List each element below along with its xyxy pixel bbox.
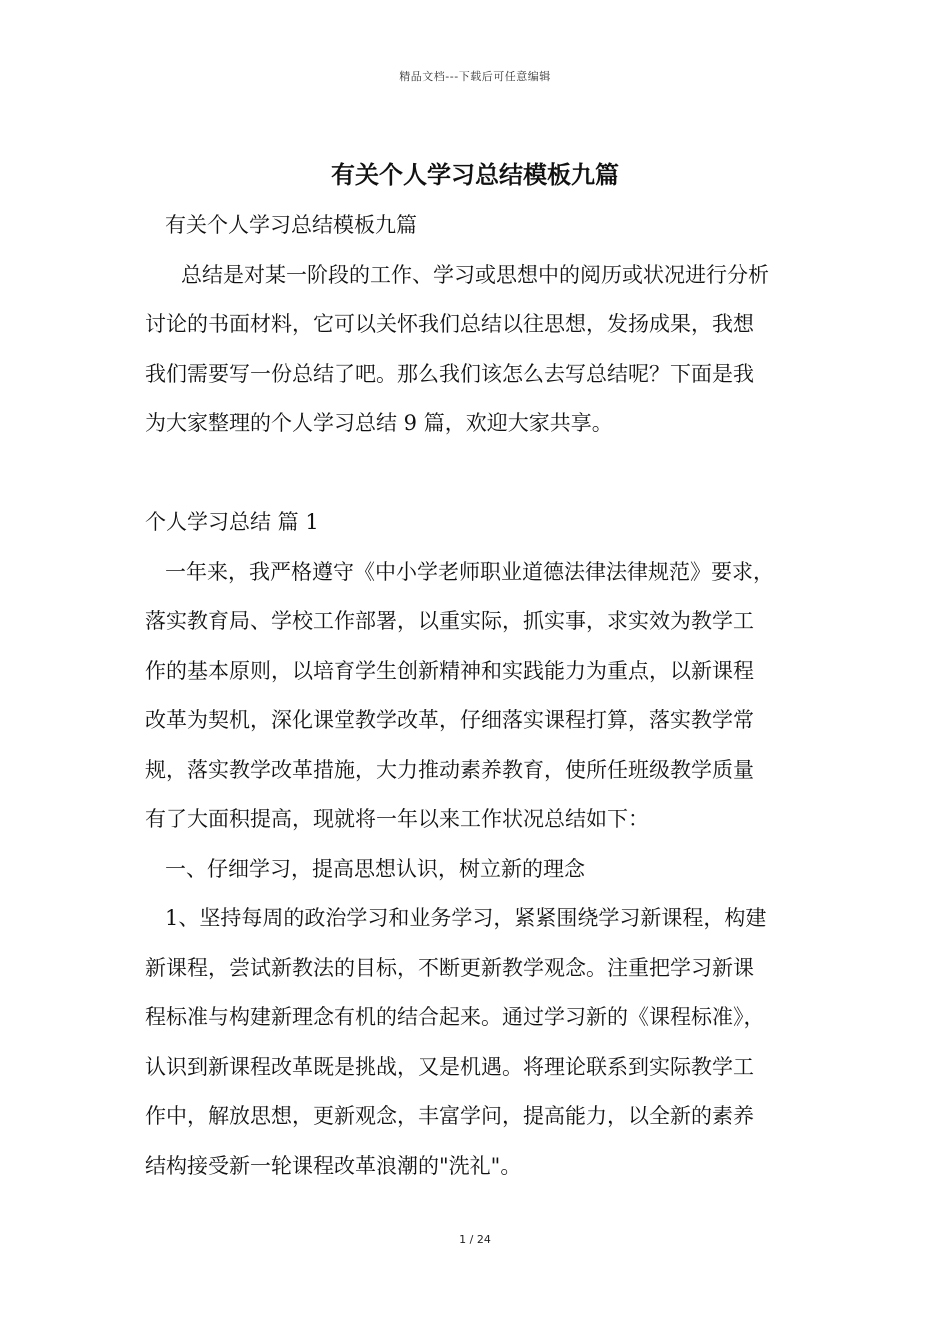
point-line: 1、坚持每周的政治学习和业务学习，紧紧围绕学习新课程，构建	[165, 906, 767, 930]
page-number: 1 / 24	[459, 1233, 491, 1246]
point-line: 认识到新课程改革既是挑战，又是机遇。将理论联系到实际教学工	[145, 1054, 754, 1079]
subheading: 一、仔细学习，提高思想认识，树立新的理念	[165, 856, 585, 881]
section-line: 规，落实教学改革措施，大力推动素养教育，使所任班级教学质量	[145, 757, 754, 782]
blank-line	[145, 449, 813, 499]
intro-line: 我们需要写一份总结了吧。那么我们该怎么去写总结呢？下面是我	[145, 361, 754, 386]
document-subtitle: 有关个人学习总结模板九篇	[165, 213, 417, 237]
point-line: 结构接受新一轮课程改革浪潮的"洗礼"。	[145, 1153, 522, 1178]
section-line: 有了大面积提高，现就将一年以来工作状况总结如下：	[145, 807, 649, 831]
point-line: 作中，解放思想，更新观念，丰富学问，提高能力，以全新的素养	[145, 1104, 754, 1128]
section-heading: 个人学习总结 篇 1	[145, 510, 319, 534]
intro-line: 为大家整理的个人学习总结 9 篇，欢迎大家共享。	[145, 411, 613, 435]
page-header-note: 精品文档---下载后可任意编辑	[399, 70, 551, 83]
intro-line: 讨论的书面材料，它可以关怀我们总结以往思想，发扬成果，我想	[145, 312, 754, 336]
section-line: 作的基本原则，以培育学生创新精神和实践能力为重点，以新课程	[145, 658, 754, 683]
document-body	[145, 201, 813, 1191]
section-line: 一年来，我严格遵守《中小学老师职业道德法律法律规范》要求，	[165, 559, 774, 584]
section-line: 改革为契机，深化课堂教学改革，仔细落实课程打算，落实教学常	[145, 708, 754, 732]
section-line: 落实教育局、学校工作部署，以重实际，抓实事，求实效为教学工	[145, 609, 754, 633]
intro-line: 总结是对某一阶段的工作、学习或思想中的阅历或状况进行分析	[181, 262, 769, 287]
point-line: 程标准与构建新理念有机的结合起来。通过学习新的《课程标准》，	[145, 1005, 765, 1029]
point-line: 新课程，尝试新教法的目标，不断更新教学观念。注重把学习新课	[145, 955, 754, 980]
document-title: 有关个人学习总结模板九篇	[331, 161, 619, 189]
